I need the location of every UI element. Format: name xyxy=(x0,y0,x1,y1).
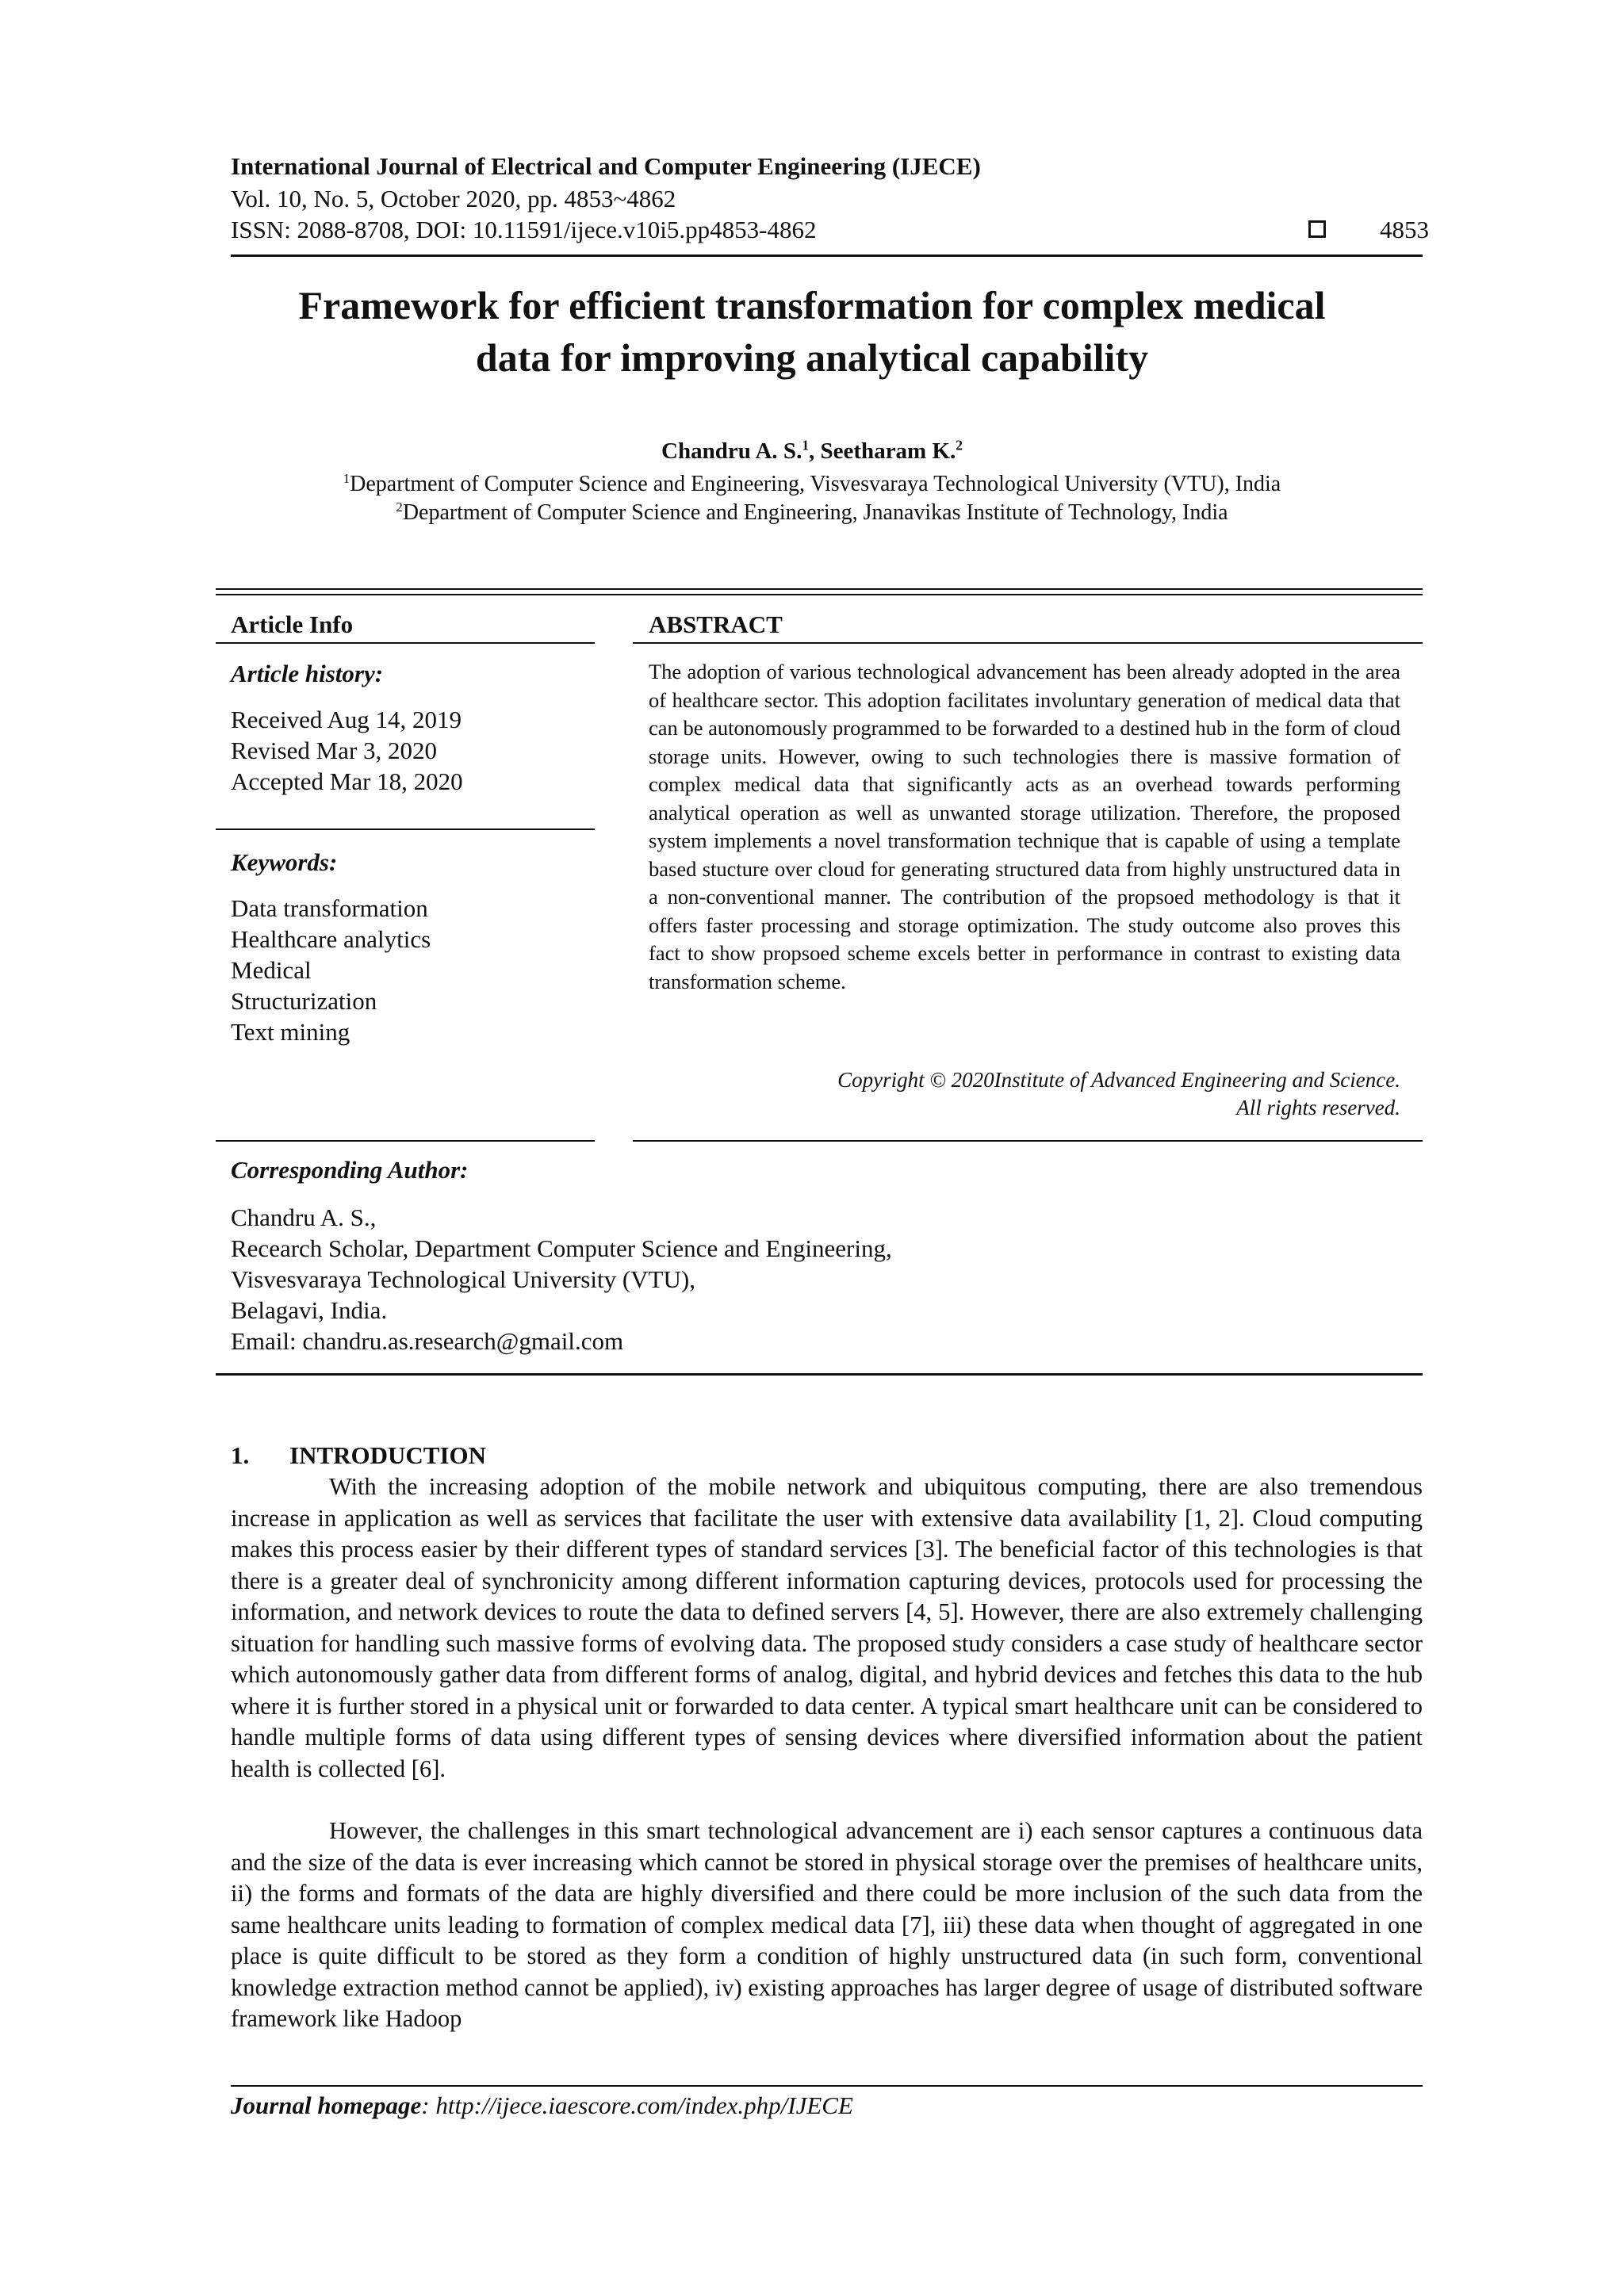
homepage-url[interactable]: http://ijece.iaescore.com/index.php/IJECE xyxy=(435,2091,853,2119)
keyword: Healthcare analytics xyxy=(231,925,431,953)
corresponding-email: Email: chandru.as.research@gmail.com xyxy=(231,1327,624,1355)
volume-info: Vol. 10, No. 5, October 2020, pp. 4853~4862 xyxy=(231,185,676,212)
section-number: 1. xyxy=(231,1441,250,1469)
author-2: Seetharam K. xyxy=(820,438,956,464)
abstract-rule xyxy=(633,642,1423,644)
header-divider xyxy=(231,254,1423,257)
homepage-separator: : xyxy=(421,2091,436,2119)
info-box-top-rule xyxy=(216,588,1423,590)
footer-rule xyxy=(231,2085,1423,2087)
copyright-line-1: Copyright © 2020Institute of Advanced Engineering and Science. xyxy=(837,1068,1400,1092)
received-date: Received Aug 14, 2019 xyxy=(231,706,462,733)
corresponding-author-heading: Corresponding Author: xyxy=(231,1156,469,1184)
affiliation-2-mark: 2 xyxy=(396,499,403,515)
author-line xyxy=(198,438,1426,465)
accepted-date: Accepted Mar 18, 2020 xyxy=(231,767,463,795)
section-title: INTRODUCTION xyxy=(289,1441,487,1469)
keyword: Medical xyxy=(231,956,312,984)
affiliation-1-mark: 1 xyxy=(343,470,350,486)
intro-paragraph-1: With the increasing adoption of the mobile network and ubiquitous computing, there are also tremendous increase in application as well as services that facilitate the user with extensive data availability [1, 2]. Cloud computing makes this process easier by their different types of standard services [3]. The beneficial factor of this technologies is that there is a greater deal of synchronicity among different information capturing devices, protocols used for processing the information, and network devices to route the data to defined servers [4, 5]. However, there are also extremely challenging situation for handling such massive forms of evolving data. The proposed study considers a case study of healthcare sector which autonomously gather data from different forms of analog, digital, and hybrid devices and fetches this data to the hub where it is further stored in a physical unit or forwarded to data center. A typical smart healthcare unit can be considered to handle multiple forms of data using different types of sensing devices where diversified information about the patient health is collected [6]. xyxy=(231,1473,1423,1782)
keywords-list xyxy=(231,893,431,1047)
square-outline-icon xyxy=(1308,220,1326,238)
corresponding-author-details xyxy=(231,1202,892,1357)
keywords-rule xyxy=(216,828,595,830)
paper-title xyxy=(198,279,1426,384)
corresponding-university: Visvesvaraya Technological University (VTU), xyxy=(231,1265,695,1293)
title-line-2: data for improving analytical capability xyxy=(475,335,1149,380)
keywords-heading: Keywords: xyxy=(231,848,338,876)
corresponding-position: Recearch Scholar, Department Computer Science and Engineering, xyxy=(231,1234,892,1262)
journal-homepage xyxy=(231,2091,853,2120)
intro-paragraph-2: However, the challenges in this smart technological advancement are i) each sensor captures a continuous data and the size of the data is ever increasing which cannot be stored in physical storage over the premises of healthcare units, ii) the forms and formats of the data are highly diversified and there could be more inclusion of the such data from the same healthcare units leading to formation of complex medical data [7], iii) these data when thought of aggregated in one place is quite difficult to be stored as they form a condition of highly unstructured data (in such form, conventional knowledge extraction method cannot be applied), iv) existing approaches has larger degree of usage of distributed software framework like Hadoop xyxy=(231,1817,1423,2032)
keyword: Data transformation xyxy=(231,894,428,922)
issn-doi: ISSN: 2088-8708, DOI: 10.11591/ijece.v10i5.pp4853-4862 xyxy=(231,216,817,243)
author-1: Chandru A. S. xyxy=(661,438,802,464)
copyright-line-2: All rights reserved. xyxy=(1236,1096,1400,1119)
corresponding-city: Belagavi, India. xyxy=(231,1296,388,1324)
author-separator: , xyxy=(809,438,821,464)
article-history-heading: Article history: xyxy=(231,660,384,687)
article-info-rule xyxy=(216,642,595,644)
abstract-heading: ABSTRACT xyxy=(649,610,783,638)
page-number: 4853 xyxy=(1380,216,1429,243)
author-1-affil-mark: 1 xyxy=(802,437,810,453)
info-box-top-rule-2 xyxy=(216,594,1423,595)
journal-name: International Journal of Electrical and Computer Engineering (IJECE) xyxy=(231,152,981,180)
copyright-notice xyxy=(649,1066,1400,1122)
keyword: Text mining xyxy=(231,1018,350,1046)
author-2-affil-mark: 2 xyxy=(956,437,963,453)
affiliation-1-text: Department of Computer Science and Engineering, Visvesvaraya Technological University (VTU), India xyxy=(350,472,1281,496)
article-history xyxy=(231,704,463,797)
affiliation-2 xyxy=(198,500,1426,526)
homepage-label: Journal homepage xyxy=(231,2091,422,2119)
corresponding-name: Chandru A. S., xyxy=(231,1203,377,1231)
revised-date: Revised Mar 3, 2020 xyxy=(231,737,438,764)
info-box-bottom-rule xyxy=(216,1373,1423,1376)
title-line-1: Framework for efficient transformation for complex medical xyxy=(298,283,1326,327)
abstract-text: The adoption of various technological advancement has been already adopted in the area of healthcare sector. This adoption facilitates involuntary generation of medical data that can be autonomously programmed to be forwarded to a destined hub in the form of cloud storage units. However, owing to such technologies there is massive formation of complex medical data that significantly acts as an overhead towards performing analytical operation as well as unwanted storage utilization. Therefore, the proposed system implements a novel transformation technique that is capable of using a template based stucture over cloud for generating structured data from highly unstructured data in a non-conventional manner. The contribution of the propsoed methodology is that it offers faster processing and storage optimization. The study outcome also proves this fact to show propsoed scheme excels better in performance in contrast to existing data transformation scheme. xyxy=(649,660,1400,993)
article-info-heading: Article Info xyxy=(231,610,354,638)
abstract-bottom-rule xyxy=(633,1140,1423,1142)
article-info-bottom-rule xyxy=(216,1140,595,1142)
affiliation-1 xyxy=(198,472,1426,497)
introduction-heading xyxy=(231,1441,486,1470)
keyword: Structurization xyxy=(231,987,377,1015)
affiliation-2-text: Department of Computer Science and Engineering, Jnanavikas Institute of Technology, India xyxy=(402,500,1228,525)
